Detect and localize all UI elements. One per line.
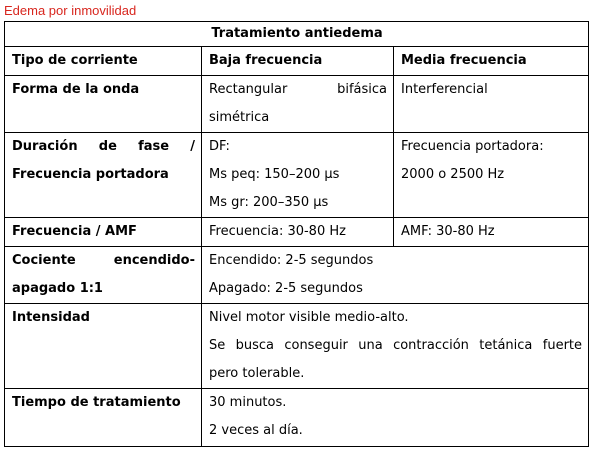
cell-line: Apagado: 2-5 segundos (209, 281, 363, 296)
cell-line: DF: (209, 139, 230, 154)
row-label (5, 247, 202, 304)
low-frequency-cell (202, 76, 394, 133)
merged-value-cell (202, 304, 589, 389)
row-label-line: Duración de fase / (12, 139, 195, 154)
merged-value-cell (202, 247, 589, 304)
table-title-row (5, 22, 589, 47)
header-medium-frequency: Media frecuencia (394, 47, 589, 76)
table-row (5, 389, 589, 447)
cell-line: pero tolerable. (209, 366, 305, 381)
row-label-line: Cociente encendido- (12, 253, 195, 268)
medium-frequency-cell (394, 218, 589, 247)
table-title: Tratamiento antiedema (5, 22, 589, 47)
row-label (5, 304, 202, 389)
cell-line: 2 veces al día. (209, 423, 303, 438)
row-label (5, 218, 202, 247)
row-label (5, 76, 202, 133)
table-row (5, 218, 589, 247)
row-label (5, 133, 202, 218)
header-low-frequency: Baja frecuencia (202, 47, 394, 76)
cell-line: Frecuencia portadora: (401, 139, 544, 154)
cell-line: Encendido: 2-5 segundos (209, 253, 374, 268)
row-label-line: Frecuencia / AMF (12, 224, 137, 239)
treatment-table (4, 21, 589, 447)
cell-line: Ms gr: 200–350 µs (209, 195, 329, 210)
low-frequency-cell (202, 218, 394, 247)
cell-line: 2000 o 2500 Hz (401, 167, 505, 182)
medium-frequency-cell (394, 76, 589, 133)
table-header-row (5, 47, 589, 76)
cell-line: Frecuencia: 30-80 Hz (209, 224, 346, 239)
table-row (5, 247, 589, 304)
medium-frequency-cell (394, 133, 589, 218)
merged-value-cell (202, 389, 589, 447)
cell-line: Se busca conseguir una contracción tetánica fuerte (209, 338, 583, 353)
low-frequency-cell (202, 133, 394, 218)
row-label-line: Tiempo de tratamiento (12, 395, 181, 410)
cell-line: Nivel motor visible medio-alto. (209, 310, 409, 325)
row-label-line: apagado 1:1 (12, 281, 103, 296)
cell-line: AMF: 30-80 Hz (401, 224, 495, 239)
cell-line: Ms peq: 150–200 µs (209, 167, 340, 182)
header-label: Tipo de corriente (5, 47, 202, 76)
row-label-line: Intensidad (12, 310, 90, 325)
table-row (5, 133, 589, 218)
row-label-line: Forma de la onda (12, 82, 140, 97)
row-label (5, 389, 202, 447)
row-label-line: Frecuencia portadora (12, 167, 169, 182)
cell-line: Rectangular bifásica (209, 82, 387, 97)
cell-line: 30 minutos. (209, 395, 287, 410)
cell-line: simétrica (209, 110, 270, 125)
document-caption: Edema por inmovilidad (4, 3, 137, 18)
table-row (5, 304, 589, 389)
cell-line: Interferencial (401, 82, 488, 97)
table-row (5, 76, 589, 133)
